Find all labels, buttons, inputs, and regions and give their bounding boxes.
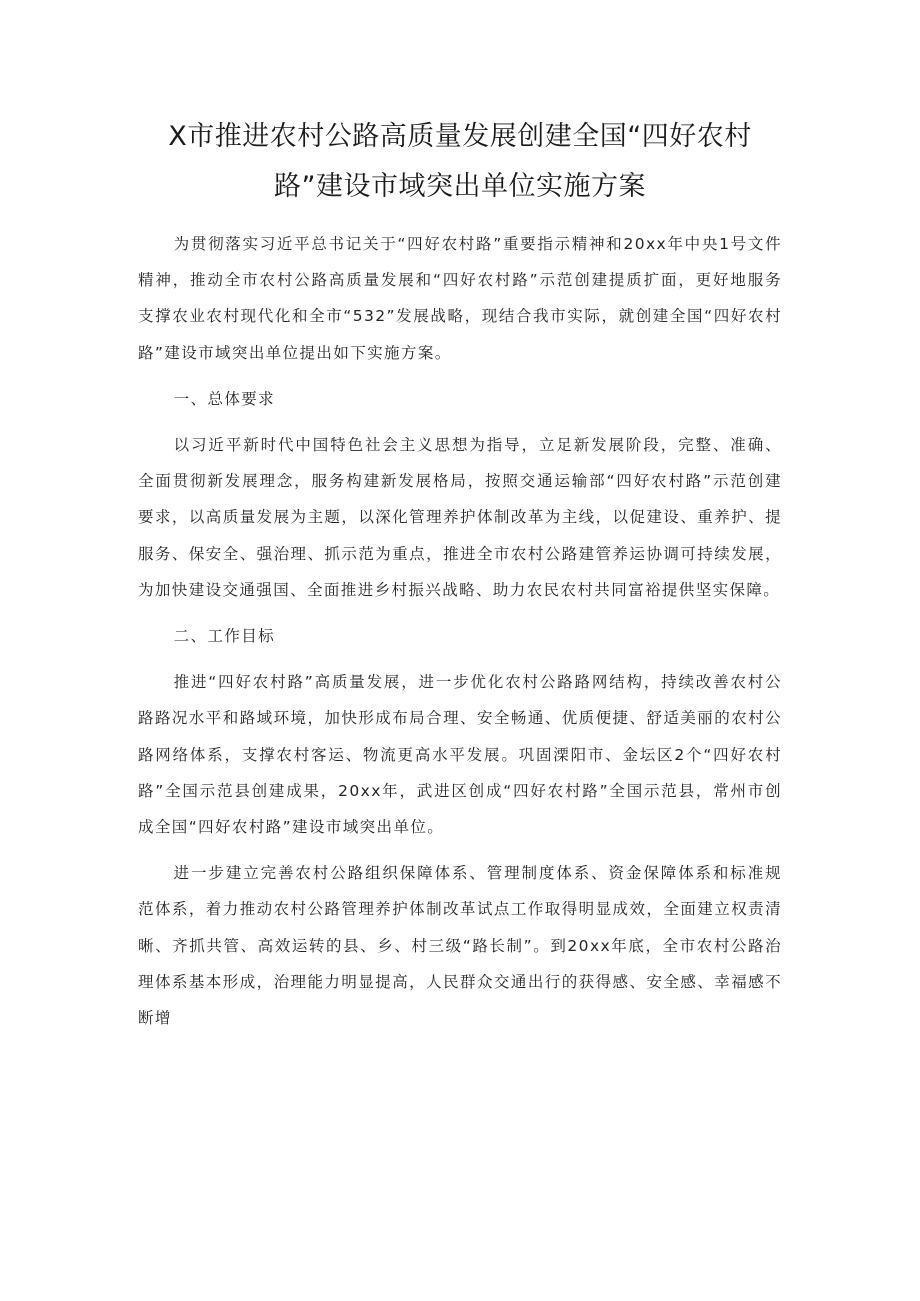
document-title: [138, 112, 782, 212]
section-1-paragraph: 以习近平新时代中国特色社会主义思想为指导，立足新发展阶段，完整、准确、全面贯彻新发展理念，服务构建新发展格局，按照交通运输部“四好农村路”示范创建要求，以高质量发展为主题，以深化管理养护体制改革为主线，以促建设、重养护、提服务、保安全、强治理、抓示范为重点，推进全市农村公路建管养运协调可持续发展，为加快建设交通强国、全面推进乡村振兴战略、助力农民农村共同富裕提供坚实保障。: [138, 436, 782, 599]
title-line-2: 路”建设市域突出单位实施方案: [274, 171, 646, 202]
section-2-paragraph-1: 推进“四好农村路”高质量发展，进一步优化农村公路路网结构，持续改善农村公路路况水平和路域环境，加快形成布局合理、安全畅通、优质便捷、舒适美丽的农村公路网络体系，支撑农村客运、物流更高水平发展。巩固溧阳市、金坛区2个“四好农村路”全国示范县创建成果，20xx年，武进区创成“四好农村路”全国示范县，常州市创成全国“四好农村路”建设市域突出单位。: [138, 673, 782, 837]
intro-paragraph: 为贯彻落实习近平总书记关于“四好农村路”重要指示精神和20xx年中央1号文件精神，推动全市农村公路高质量发展和“四好农村路”示范创建提质扩面，更好地服务支撑农业农村现代化和全市“532”发展战略，现结合我市实际，就创建全国“四好农村路”建设市域突出单位提出如下实施方案。: [138, 235, 782, 362]
document-body: [138, 226, 782, 1036]
section-2-paragraph-2: 进一步建立完善农村公路组织保障体系、管理制度体系、资金保障体系和标准规范体系，着力推动农村公路管理养护体制改革试点工作取得明显成效，全面建立权责清晰、齐抓共管、高效运转的县、乡、村三级“路长制”。到20xx年底，全市农村公路治理体系基本形成，治理能力明显提高，人民群众交通出行的获得感、安全感、幸福感不断增: [138, 864, 782, 1028]
section-2-heading: 二、工作目标: [173, 627, 276, 646]
section-1-heading: 一、总体要求: [173, 389, 276, 408]
title-line-1: X市推进农村公路高质量发展创建全国“四好农村: [168, 121, 752, 152]
